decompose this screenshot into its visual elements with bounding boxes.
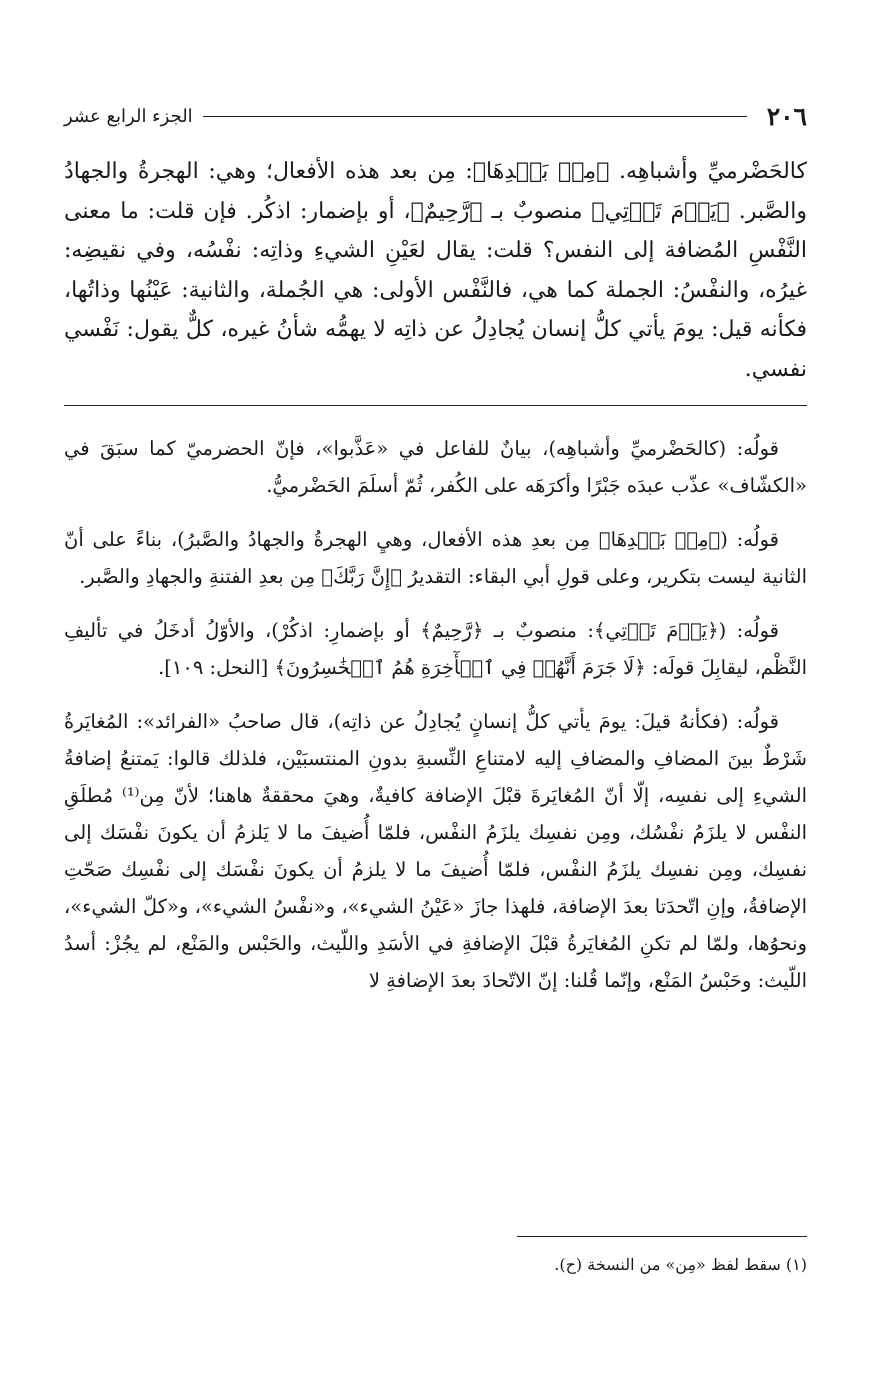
commentary-paragraph: قولُه: (﴿مِنۢ بَعۡدِهَا﴾ مِن بعدِ هذه الأفعال، وهيِ الهجرةُ والجهادُ والصَّبرُ)، بناءً على أنّ الثانية ليست بتكرير، وعلى قولِ أبي البقاء: التقديرُ ﴿إِنَّ رَبَّكَ﴾ مِن بعدِ الفتنةِ والجهادِ والصَّبر. [64, 528, 807, 588]
page-header [64, 96, 807, 136]
main-commentary-separator [64, 405, 807, 406]
commentary [64, 430, 807, 999]
page-number: ٢٠٦ [766, 101, 807, 131]
commentary-paragraph: قولُه: (﴿يَوۡمَ تَأۡتِي﴾: منصوبٌ بـ ﴿رَّحِيمٌ﴾ أو بإضمارِ: اذكُرْ)، والأوّلُ أدخَلُ في تأليفِ النَّظْم، ليقابِلَ قولَه: ﴿لَا جَرَمَ أَنَّهُمۡ فِي ٱلۡأٓخِرَةِ هُمُ ٱلۡخَٰسِرُونَ﴾ [النحل: ١٠٩]. [64, 619, 807, 679]
main-text [64, 152, 807, 389]
commentary-paragraph: قولُه: (فكأنهُ قيلَ: يومَ يأتي كلُّ إنسانٍ يُجادِلُ عن ذاتِه)، قال صاحبُ «الفرائد»: المُغايَرةُ شَرْطٌ بينَ المضافِ والمضافِ إليه لامتناعِ النِّسبةِ بدونِ المنتسبَيْن، فلذلك قالوا: يَمتنعُ إضافةُ الشيءِ إلى نفسِه، إلّا أنّ المُغايَرةَ قبْلَ الإضافة كافيةٌ، وهيَ محققةٌ هاهنا؛ لأنّ مِن⁽¹⁾ مُطلَقِ النفْس لا يلزَمُ نفْسُك، ومِن نفسِك يلزَمُ النفْس، فلمّا أُضيفَ ما لا يَلزمُ أن يكونَ نفْسَك إلى نفسِك، ومِن نفسِك يلزَمُ النفْس، فلمّا أُضيفَ ما لا يلزمُ أن يكونَ نفْسَك إلى نفْسِك صَحّتِ الإضافةُ، وإنِ اتّحدَتا بعدَ الإضافة، فلهذا جازَ «عَيْنُ الشيء»، و«نفْسُ الشيء»، و«كلّ الشيء»، ونحوُها، ولمّا لم تكنِ المُغايَرةُ قبْلَ الإضافةِ في الأسَدِ واللّيث، والحَبْس والمَنْع، لم يجُزْ: أسدُ اللّيث: وحَبْسُ المَنْع، وإنّما قُلنا: إنّ الاتّحادَ بعدَ الإضافةِ لا [64, 710, 808, 992]
header-rule [203, 116, 747, 117]
footnote: (١) سقط لفظ «مِن» من النسخة (ح). [554, 1255, 807, 1274]
footnote-rule [517, 1236, 807, 1237]
running-title: الجزء الرابع عشر [64, 105, 193, 127]
main-paragraph: كالحَضْرميِّ وأشباهِه. ﴿مِنۢ بَعۡدِهَا﴾: مِن بعد هذه الأفعال؛ وهي: الهجرةُ والجهادُ والصَّبر. ﴿يَوۡمَ تَأۡتِي﴾ منصوبٌ بـ ﴿رَّحِيمٌ﴾، أو بإضمار: اذكُر. فإن قلت: ما معنى النَّفْسِ المُضافة إلى النفس؟ قلت: يقال لعَيْنِ الشيءِ وذاتِه: نفْسُه، وفي نقيضِه: غيرُه، والنفْسُ: الجملة كما هي، فالنَّفْس الأولى: هي الجُملة، والثانية: عَيْنُها وذاتُها، فكأنه قيل: يومَ يأتي كلُّ إنسان يُجادِلُ عن ذاتِه لا يهمُّه شأنُ غيره، كلٌّ يقول: نَفْسي نفسي. [64, 159, 807, 382]
commentary-paragraph: قولُه: (كالحَضْرميِّ وأشباهِه)، بيانٌ للفاعل في «عَذَّبوا»، فإنّ الحضرميّ كما سبَقَ في «الكشّاف» عذّب عبدَه جَبْرًا وأكرَهَه على الكُفر، ثُمّ أسلَمَ الحَضْرميُّ. [64, 437, 807, 497]
